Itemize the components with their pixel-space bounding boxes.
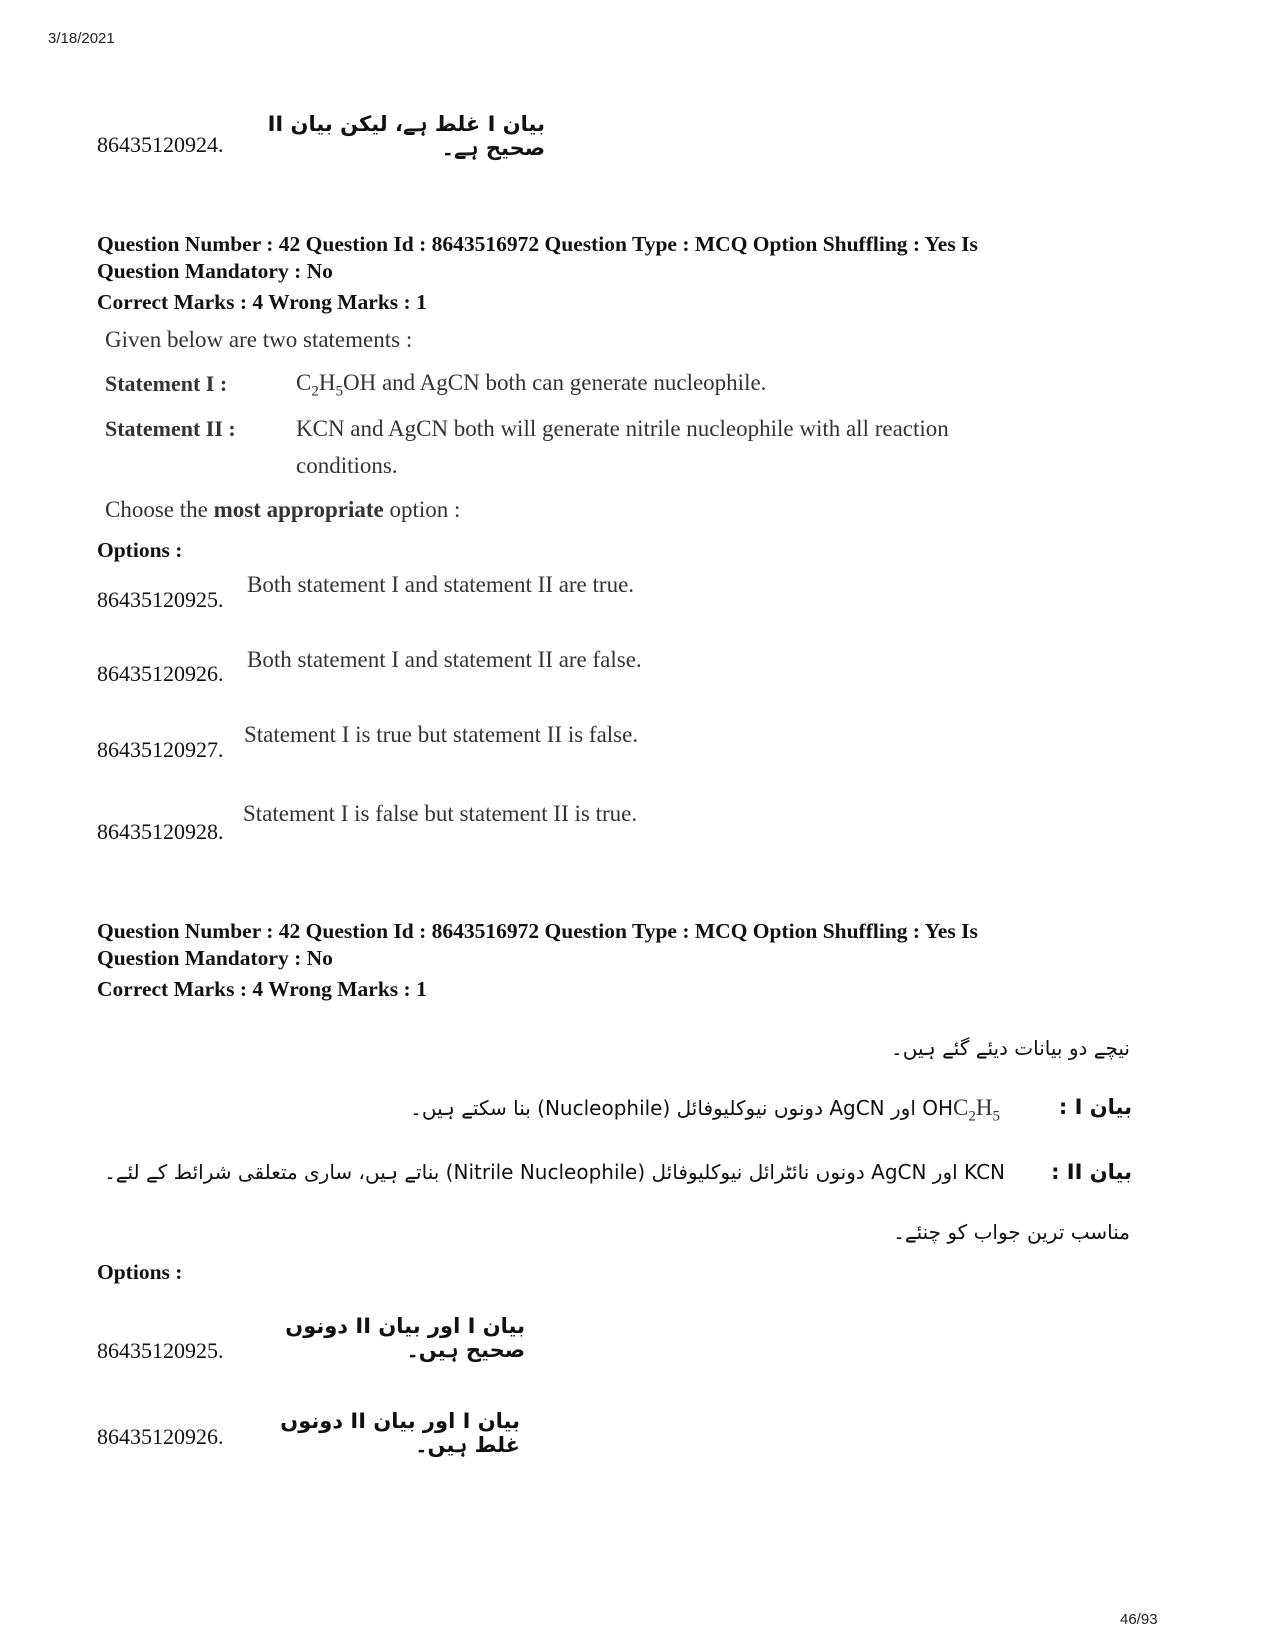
choose-instruction: Choose the most appropriate option : xyxy=(105,497,461,522)
statement-1-label: Statement I : xyxy=(105,371,228,396)
question-intro: Given below are two statements : xyxy=(105,327,413,352)
statement-2-label: Statement II : xyxy=(105,416,236,441)
question-marks: Correct Marks : 4 Wrong Marks : 1 xyxy=(97,977,427,1001)
print-date: 3/18/2021 xyxy=(48,30,115,47)
statement-2-text: KCN and AgCN both will generate nitrile nucleophile with all reaction conditions. xyxy=(296,416,949,478)
question-heading: Question Number : 42 Question Id : 8643516972 Question Type : MCQ Option Shuffling : Yes Is Question Mandatory : No xyxy=(97,919,978,970)
question-marks: Correct Marks : 4 Wrong Marks : 1 xyxy=(97,290,427,314)
options-label: Options : xyxy=(97,1260,183,1284)
choose-instruction: مناسب ترین جواب کو چنئے۔ xyxy=(893,1220,1130,1244)
option-2-number: 86435120926. xyxy=(97,1424,224,1449)
question-intro: نیچے دو بیانات دیئے گئے ہیں۔ xyxy=(891,1036,1130,1060)
option-4-number: 86435120928. xyxy=(97,819,224,844)
option-3-text[interactable]: Statement I is true but statement II is false. xyxy=(244,722,639,747)
option-4-text[interactable]: Statement I is false but statement II is true. xyxy=(243,801,638,826)
question-heading: Question Number : 42 Question Id : 8643516972 Question Type : MCQ Option Shuffling : Yes Is Question Mandatory : No xyxy=(97,232,978,283)
prev-option-number: 86435120924. xyxy=(97,132,224,157)
options-label: Options : xyxy=(97,538,183,562)
option-2-text[interactable]: Both statement I and statement II are false. xyxy=(247,647,642,672)
statement-1-text: $C_2H_5OH$ اور AgCN دونوں نیوکلیوفائل (Nucleophile) بنا سکتے ہیں۔ xyxy=(410,1095,1000,1125)
option-1-text[interactable]: Both statement I and statement II are true. xyxy=(247,572,635,597)
statement-2-label: بیان II : xyxy=(1051,1160,1132,1184)
prev-option-text: بیان I غلط ہے، لیکن بیان II صحیح ہے۔ xyxy=(267,112,545,160)
option-1-text[interactable]: بیان I اور بیان II دونوں صحیح ہیں۔ xyxy=(285,1314,525,1362)
statement-2-text: KCN اور AgCN دونوں نائٹرائل نیوکلیوفائل (Nitrile Nucleophile) بناتے ہیں، ساری متعلقی شرائط کے لئے۔ xyxy=(104,1160,1005,1184)
statement-1-text: $C_2H_5OH$ and AgCN both can generate nucleophile. xyxy=(296,370,767,400)
option-1-number: 86435120925. xyxy=(97,587,224,612)
option-1-number: 86435120925. xyxy=(97,1338,224,1363)
option-2-text[interactable]: بیان I اور بیان II دونوں غلط ہیں۔ xyxy=(280,1409,520,1457)
statement-1-label: بیان I : xyxy=(1058,1095,1132,1119)
page-number: 46/93 xyxy=(1120,1611,1158,1628)
option-3-number: 86435120927. xyxy=(97,737,224,762)
option-2-number: 86435120926. xyxy=(97,661,224,686)
